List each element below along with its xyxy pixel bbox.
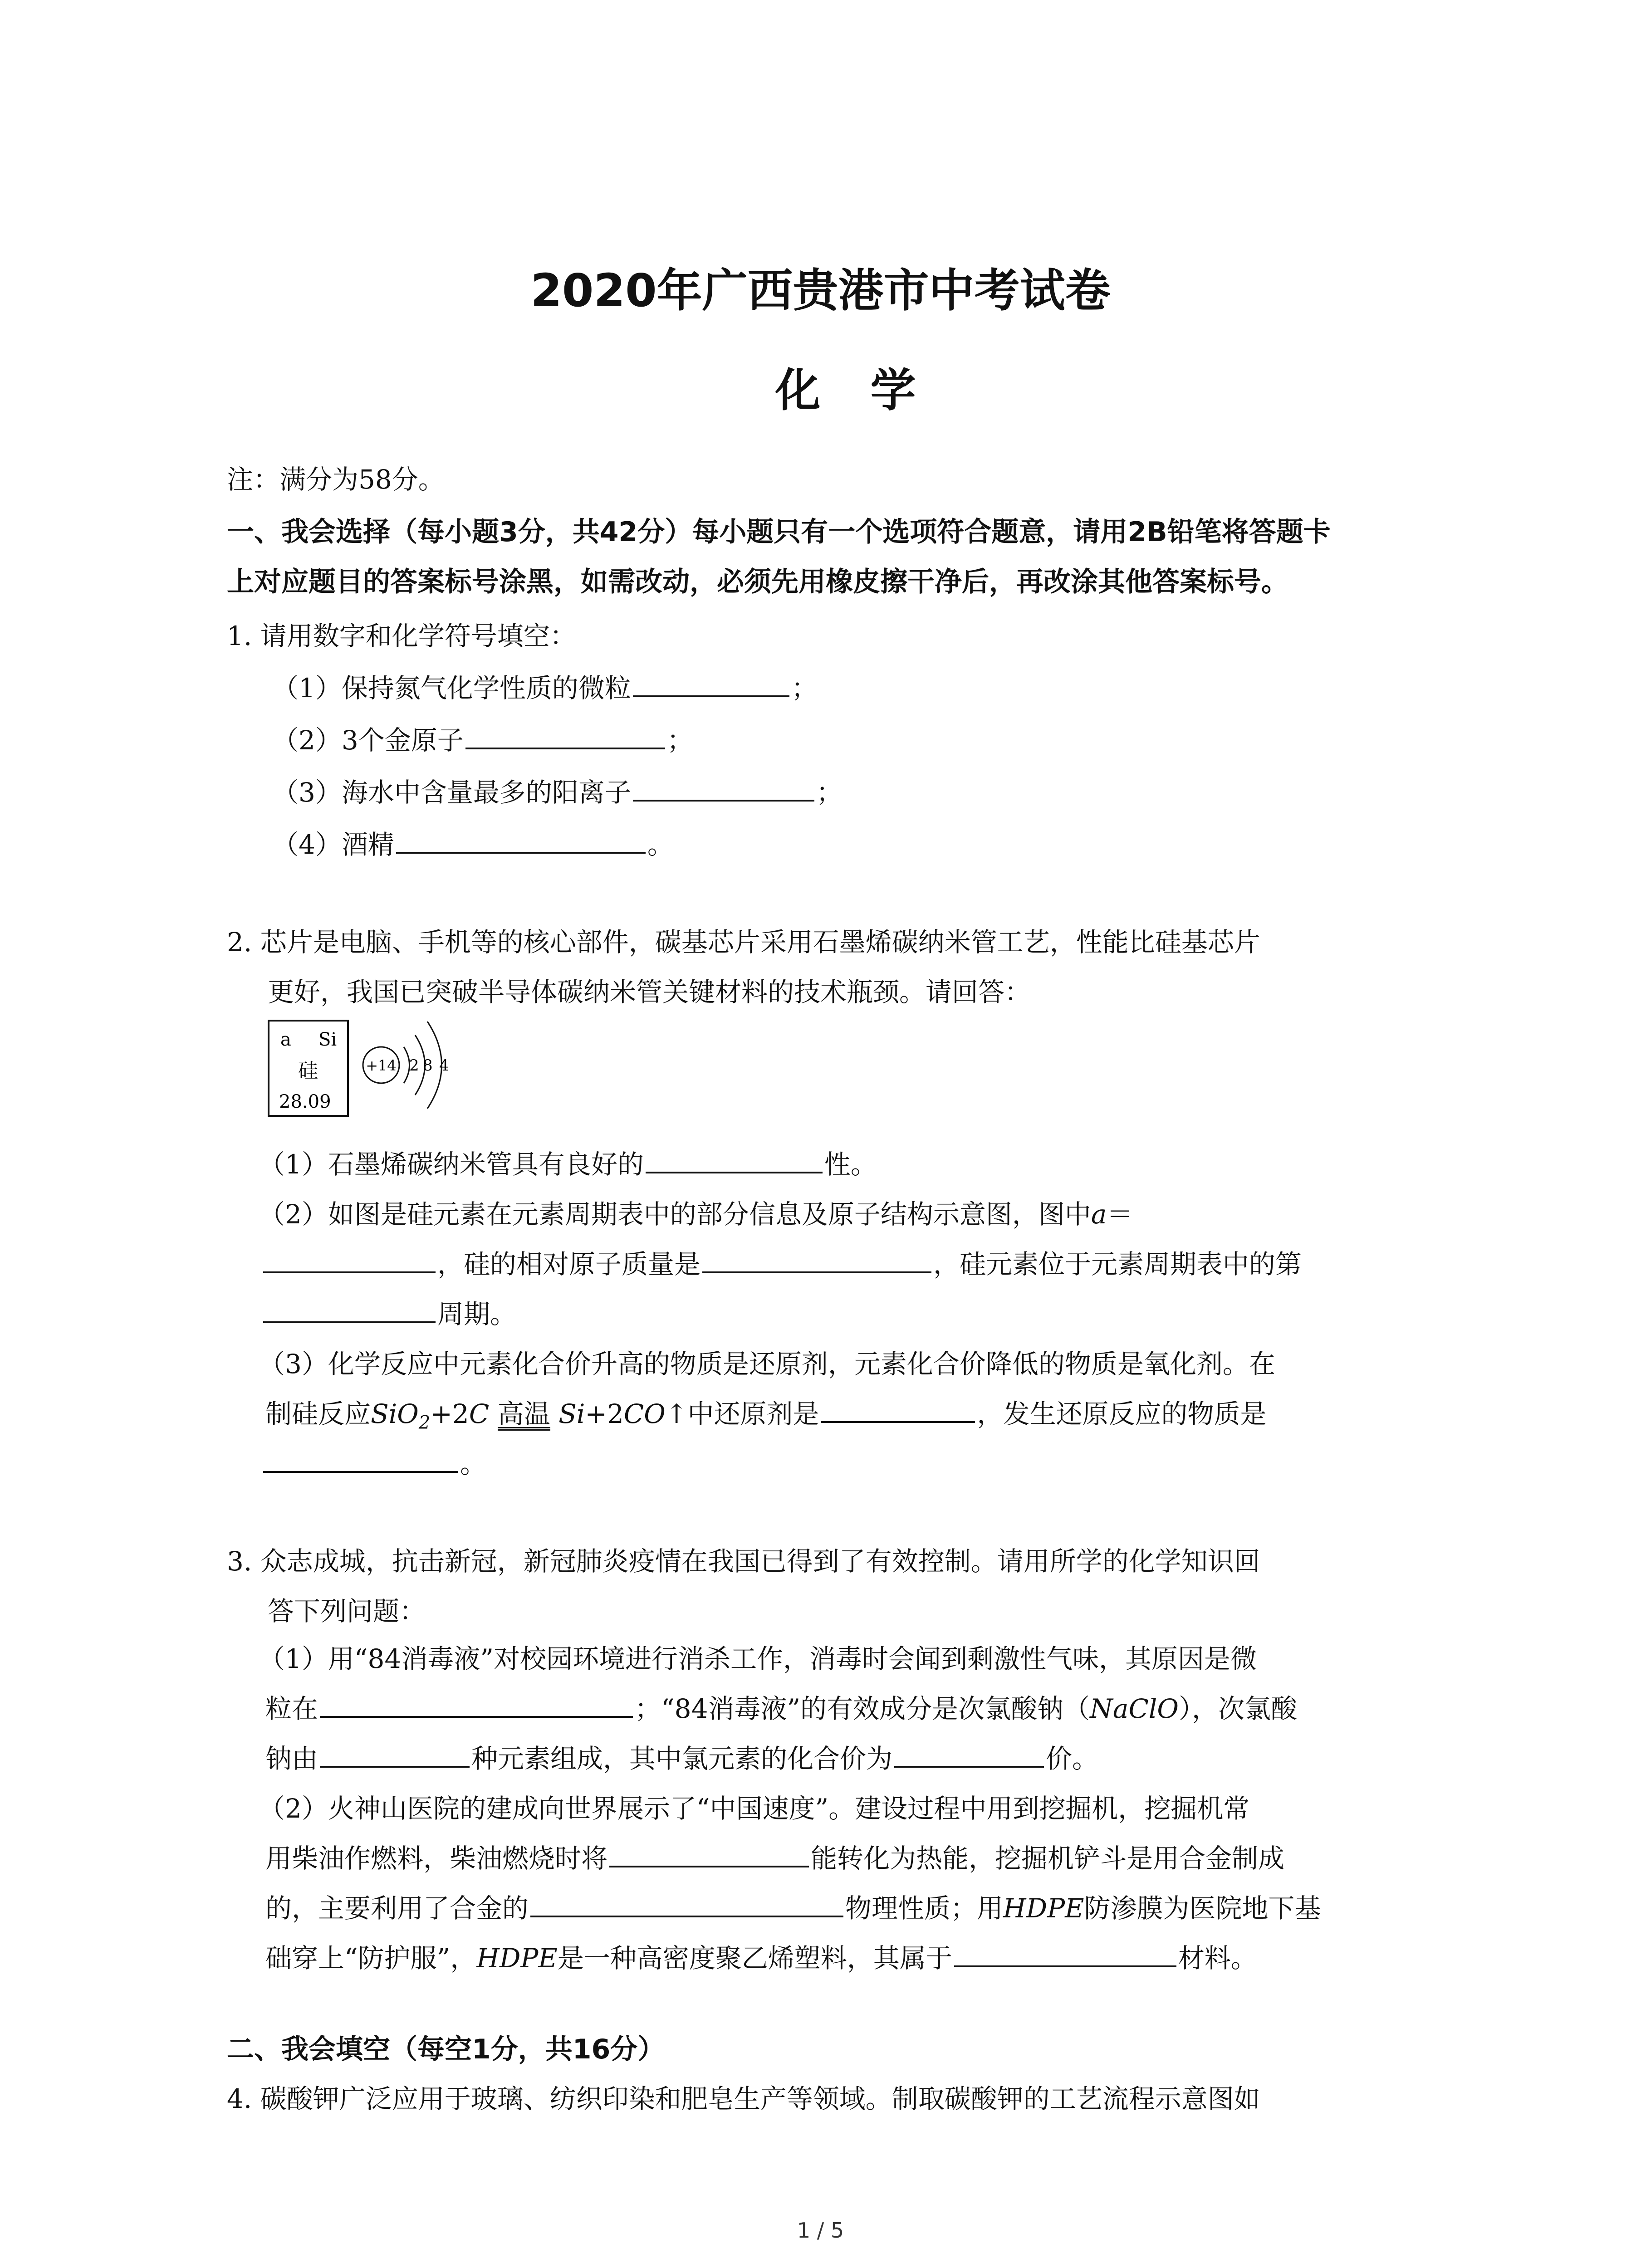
q3-part1-valence-text: 种元素组成，其中氯元素的化合价为 xyxy=(471,1743,893,1774)
q1-stem: 1. 请用数字和化学符号填空： xyxy=(227,621,576,651)
answer-blank[interactable] xyxy=(263,1447,458,1473)
q1-part3-text: （3）海水中含量最多的阳离子 xyxy=(272,777,631,808)
answer-blank[interactable] xyxy=(633,672,789,697)
q2-stem-line2: 更好，我国已突破半导体碳纳米管关键材料的技术瓶颈。请回答： xyxy=(268,977,1031,1007)
q2-part3-line2 xyxy=(265,1393,1266,1433)
cell-mass: 28.09 xyxy=(279,1091,331,1112)
section2-header: 二、我会填空（每空1分，共16分） xyxy=(227,2033,665,2065)
q3-part2-suit-text: 础穿上“防护服”， xyxy=(265,1943,477,1974)
formula-si: Si xyxy=(558,1398,585,1429)
q2-part3-text: 制硅反应 xyxy=(265,1398,371,1429)
q2-part2-text: （2）如图是硅元素在元素周期表中的部分信息及原子结构示意图，图中 xyxy=(259,1199,1091,1230)
q2-part3-line1: （3）化学反应中元素化合价升高的物质是还原剂，元素化合价降低的物质是氧化剂。在 xyxy=(259,1349,1275,1379)
q1-part2 xyxy=(272,719,693,757)
term-hdpe: HDPE xyxy=(476,1943,558,1974)
q3-part1-continue-text: ），次氯酸 xyxy=(1178,1693,1297,1724)
formula-subscript: 2 xyxy=(418,1412,431,1433)
q3-part2-line2 xyxy=(265,1837,1284,1875)
q1-part1 xyxy=(272,667,818,705)
q3-part2-line1: （2）火神山医院的建成向世界展示了“中国速度”。建设过程中用到挖掘机，挖掘机常 xyxy=(259,1793,1250,1824)
q2-part2-line3 xyxy=(263,1293,516,1331)
q3-part2-energy-text: 能转化为热能，挖掘机铲斗是用合金制成 xyxy=(811,1843,1285,1874)
cell-name: 硅 xyxy=(298,1059,318,1082)
answer-blank[interactable] xyxy=(320,1742,470,1768)
section1-line1: 一、我会选择（每小题3分，共42分）每小题只有一个选项符合题意，请用2B铅笔将答题卡 xyxy=(227,516,1331,548)
q2-stem-line1: 2. 芯片是电脑、手机等的核心部件，碳基芯片采用石墨烯碳纳米管工艺，性能比硅基芯片 xyxy=(227,927,1260,958)
q1-part2-end: ； xyxy=(666,725,693,756)
score-note: 注：满分为58分。 xyxy=(227,464,445,495)
shell-3-electrons: 4 xyxy=(439,1056,449,1075)
q3-part1-end: 价。 xyxy=(1046,1743,1099,1774)
answer-blank[interactable] xyxy=(633,776,814,802)
q1-part3-end: ； xyxy=(816,777,843,808)
q2-part2-end: 周期。 xyxy=(437,1299,517,1330)
q4-stem: 4. 碳酸钾广泛应用于玻璃、纺织印染和肥皂生产等领域。制取碳酸钾的工艺流程示意图如 xyxy=(227,2083,1260,2114)
formula-co: CO xyxy=(623,1398,666,1429)
q3-part2-line3 xyxy=(265,1887,1321,1925)
formula-c: C xyxy=(469,1398,490,1429)
q3-part2-plastic-text: 是一种高密度聚乙烯塑料，其属于 xyxy=(557,1943,952,1974)
q1-part4 xyxy=(272,823,674,861)
equation-plus: +2 xyxy=(585,1398,624,1429)
q2-part2-period-text: ，硅元素位于元素周期表中的第 xyxy=(933,1249,1302,1280)
answer-blank[interactable] xyxy=(263,1298,436,1323)
shell-1-electrons: 2 xyxy=(409,1056,419,1075)
electron-shell-1 xyxy=(404,1047,410,1083)
q2-part3-reductant-text: 中还原剂是 xyxy=(687,1398,819,1429)
cell-symbol: Si xyxy=(318,1029,337,1050)
q3-part1-ingredient-text: ；“84消毒液”的有效成分是次氯酸钠（ xyxy=(635,1693,1090,1724)
term-hdpe: HDPE xyxy=(1003,1893,1084,1924)
q3-part1-line1: （1）用“84消毒液”对校园环境进行消杀工作，消毒时会闻到剩激性气味，其原因是微 xyxy=(259,1643,1257,1674)
q2-part2-line2 xyxy=(263,1243,1302,1281)
page-number: 1 / 5 xyxy=(797,2218,844,2243)
q3-part1-line3 xyxy=(265,1737,1098,1775)
exam-title: 2020年广西贵港市中考试卷 xyxy=(530,264,1111,317)
answer-blank[interactable] xyxy=(702,1248,931,1273)
equation-plus: +2 xyxy=(430,1398,469,1429)
q1-part4-end: 。 xyxy=(647,829,674,860)
q2-part1-text: （1）石墨烯碳纳米管具有良好的 xyxy=(259,1149,644,1180)
q2-part2-mass-text: ，硅的相对原子质量是 xyxy=(437,1249,701,1280)
q3-part1-element-text: 钠由 xyxy=(265,1743,318,1774)
q1-part1-text: （1）保持氮气化学性质的微粒 xyxy=(272,673,631,704)
answer-blank[interactable] xyxy=(954,1942,1176,1967)
answer-blank[interactable] xyxy=(609,1842,809,1867)
equals-sign: ＝ xyxy=(1107,1199,1133,1230)
q3-part2-alloy-text: 的，主要利用了合金的 xyxy=(265,1893,529,1924)
q3-stem-line1: 3. 众志成城，抗击新冠，新冠肺炎疫情在我国已得到了有效控制。请用所学的化学知识回 xyxy=(227,1546,1260,1577)
q3-part1-text: 粒在 xyxy=(265,1693,318,1724)
q2-part1 xyxy=(259,1143,877,1181)
cell-atomic-number: a xyxy=(280,1029,291,1050)
variable-a: a xyxy=(1091,1199,1107,1230)
nucleus-charge: +14 xyxy=(366,1057,397,1074)
answer-blank[interactable] xyxy=(465,724,665,749)
q3-part2-membrane-text: 防渗膜为医院地下基 xyxy=(1084,1893,1321,1924)
formula-naclo: NaClO xyxy=(1090,1693,1179,1724)
q3-part1-line2 xyxy=(265,1687,1297,1725)
q3-part2-end: 材料。 xyxy=(1178,1943,1257,1974)
q2-part3-end: 。 xyxy=(460,1448,487,1479)
answer-blank[interactable] xyxy=(821,1398,975,1423)
answer-blank[interactable] xyxy=(320,1692,633,1718)
answer-blank[interactable] xyxy=(263,1248,436,1273)
q1-part1-end: ； xyxy=(791,673,818,704)
q3-part2-text: 用柴油作燃料，柴油燃烧时将 xyxy=(265,1843,608,1874)
q1-part2-text: （2）3个金原子 xyxy=(272,725,464,756)
q3-stem-line2: 答下列问题： xyxy=(268,1596,426,1627)
reaction-condition: 高温 xyxy=(498,1401,550,1431)
answer-blank[interactable] xyxy=(646,1148,823,1173)
q2-part1-end: 性。 xyxy=(824,1149,877,1180)
answer-blank[interactable] xyxy=(396,828,646,854)
q1-part4-text: （4）酒精 xyxy=(272,829,394,860)
shell-2-electrons: 8 xyxy=(423,1056,433,1075)
section1-line2: 上对应题目的答案标号涂黑，如需改动，必须先用橡皮擦干净后，再改涂其他答案标号。 xyxy=(227,566,1288,598)
silicon-figure xyxy=(268,1007,463,1129)
gas-arrow: ↑ xyxy=(665,1398,688,1429)
q3-part2-property-text: 物理性质；用 xyxy=(845,1893,1004,1924)
q1-part3 xyxy=(272,771,843,809)
formula-sio2: SiO xyxy=(371,1398,419,1429)
subject-title: 化学 xyxy=(775,364,966,417)
answer-blank[interactable] xyxy=(530,1892,843,1917)
q2-part3-reduced-text: ，发生还原反应的物质是 xyxy=(977,1398,1267,1429)
answer-blank[interactable] xyxy=(894,1742,1044,1768)
q2-part3-line3 xyxy=(263,1442,486,1481)
q2-part2-line1 xyxy=(259,1193,1133,1231)
q3-part2-line4 xyxy=(265,1937,1257,1975)
